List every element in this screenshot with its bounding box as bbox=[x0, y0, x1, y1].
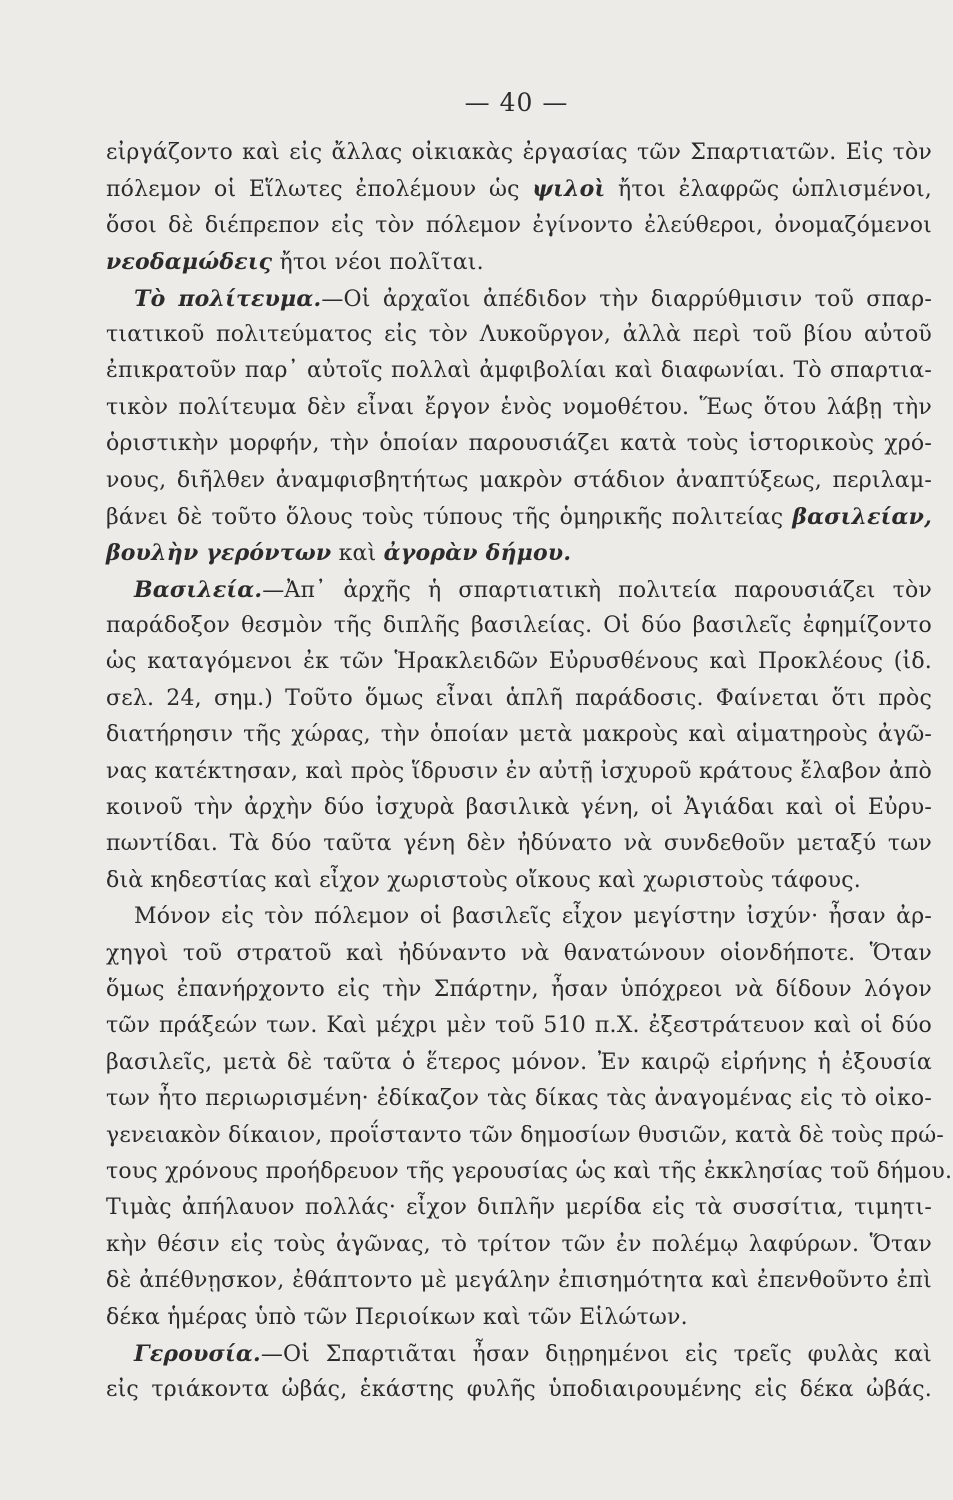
text-line bbox=[106, 1154, 953, 1190]
text-line bbox=[106, 1190, 932, 1226]
text-line bbox=[106, 681, 932, 717]
text-line bbox=[106, 863, 932, 899]
text-line bbox=[106, 1081, 932, 1117]
text-run: ὅσοι δὲ διέπρεπον εἰς τὸν πόλεμον ἐγίνοντο ἐλεύθεροι, ὀνομαζόμενοι bbox=[106, 212, 932, 238]
text-run: νας κατέκτησαν, καὶ πρὸς ἵδρυσιν ἐν αὐτῇ ἰσχυροῦ κράτους ἔλαβον ἀπὸ bbox=[106, 758, 932, 784]
text-line bbox=[106, 936, 932, 972]
text-run: δέκα ἡμέρας ὑπὸ τῶν Περιοίκων καὶ τῶν Εἱλώτων. bbox=[106, 1304, 688, 1330]
text-run: βάνει δὲ τοῦτο ὅλους τοὺς τύπους τῆς ὁμηρικῆς πολιτείας bbox=[106, 504, 793, 530]
text-line bbox=[106, 281, 932, 317]
text-run: τους χρόνους προήδρευον τῆς γερουσίας ὡς καὶ τῆς ἐκκλησίας τοῦ δήμου. bbox=[106, 1158, 953, 1184]
text-line bbox=[106, 390, 932, 426]
text-line bbox=[106, 535, 932, 571]
text-run: —Οἱ Σπαρτιᾶται ἦσαν διῃρημένοι εἰς τρεῖς φυλὰς καὶ bbox=[260, 1341, 932, 1367]
body-text bbox=[106, 135, 953, 1409]
emphasized-term: βασιλείαν, bbox=[792, 503, 932, 530]
text-line bbox=[106, 754, 932, 790]
text-line bbox=[106, 826, 932, 862]
text-run: χηγοὶ τοῦ στρατοῦ καὶ ἠδύναντο νὰ θανατώνουν οἱονδήποτε. Ὅταν bbox=[106, 940, 932, 966]
text-run: τιατικοῦ πολιτεύματος εἰς τὸν Λυκοῦργον, ἀλλὰ περὶ τοῦ βίου αὐτοῦ bbox=[106, 321, 932, 347]
text-line bbox=[106, 1336, 932, 1372]
text-run: ὅμως ἐπανήρχοντο εἰς τὴν Σπάρτην, ἦσαν ὑπόχρεοι νὰ δίδουν λόγον bbox=[106, 976, 932, 1002]
text-run: εἰς τριάκοντα ὠβάς, ἑκάστης φυλῆς ὑποδιαιρουμένης εἰς δέκα ὠβάς. bbox=[106, 1377, 932, 1403]
text-run: νους, διῆλθεν ἀναμφισβητήτως μακρὸν στάδιον ἀναπτύξεως, περιλαμ- bbox=[106, 467, 932, 493]
text-run: τικὸν πολίτευμα δὲν εἶναι ἔργον ἑνὸς νομοθέτου. Ἕως ὅτου λάβῃ τὴν bbox=[106, 394, 932, 420]
text-run: τῶν πράξεών των. Καὶ μέχρι μὲν τοῦ 510 π.Χ. ἐξεστράτευον καὶ οἱ δύο bbox=[106, 1013, 932, 1039]
text-line bbox=[106, 899, 932, 935]
text-line bbox=[106, 499, 932, 535]
text-line bbox=[106, 608, 932, 644]
text-line bbox=[106, 1045, 932, 1081]
text-line bbox=[106, 790, 932, 826]
text-line bbox=[106, 1263, 932, 1299]
emphasized-term: Τὸ πολίτευμα. bbox=[134, 285, 322, 312]
text-line bbox=[106, 171, 932, 207]
text-line bbox=[106, 463, 932, 499]
text-line bbox=[106, 1118, 945, 1154]
text-run: εἰργάζοντο καὶ εἰς ἄλλας οἰκιακὰς ἐργασίας τῶν Σπαρτιατῶν. Εἰς τὸν bbox=[106, 140, 932, 165]
text-run: —Ἀπ᾽ ἀρχῆς ἡ σπαρτιατικὴ πολιτεία παρουσιάζει τὸν bbox=[262, 577, 932, 603]
text-run: ὡς καταγόμενοι ἐκ τῶν Ἡρακλειδῶν Εὐρυσθένους καὶ Προκλέους (ἰδ. bbox=[106, 649, 932, 675]
text-run: γενειακὸν δίκαιον, προΐσταντο τῶν δημοσίων θυσιῶν, κατὰ δὲ τοὺς πρώ- bbox=[106, 1122, 945, 1148]
text-run: ἤτοι νέοι πολῖται. bbox=[272, 250, 484, 276]
text-run: πωντίδαι. Τὰ δύο ταῦτα γένη δὲν ἠδύνατο νὰ συνδεθοῦν μεταξύ των bbox=[106, 831, 932, 857]
text-line bbox=[106, 1227, 932, 1263]
text-run: δὲ ἀπέθνῃσκον, ἐθάπτοντο μὲ μεγάλην ἐπισημότητα καὶ ἐπενθοῦντο ἐπὶ bbox=[106, 1268, 932, 1294]
text-line bbox=[106, 208, 932, 244]
emphasized-term: Βασιλεία. bbox=[134, 576, 263, 603]
text-line bbox=[106, 1008, 932, 1044]
text-line bbox=[106, 717, 932, 753]
emphasized-term: ἀγορὰν δήμου. bbox=[383, 540, 572, 567]
emphasized-term: ψιλοὶ bbox=[532, 176, 606, 203]
emphasized-term: νεοδαμώδεις bbox=[106, 249, 273, 276]
text-run: διατήρησιν τῆς χώρας, τὴν ὁποίαν μετὰ μακροὺς καὶ αἱματηροὺς ἀγῶ- bbox=[106, 722, 932, 748]
text-line bbox=[106, 1372, 932, 1408]
text-line bbox=[106, 426, 932, 462]
emphasized-term: βουλὴν γερόντων bbox=[106, 540, 332, 567]
text-line bbox=[106, 572, 932, 608]
text-run: βασιλεῖς, μετὰ δὲ ταῦτα ὁ ἕτερος μόνον. Ἐν καιρῷ εἰρήνης ἡ ἐξουσία bbox=[106, 1049, 932, 1075]
text-line bbox=[106, 135, 932, 171]
text-line bbox=[106, 1300, 932, 1336]
text-run: κοινοῦ τὴν ἀρχὴν δύο ἰσχυρὰ βασιλικὰ γένη, οἱ Ἀγιάδαι καὶ οἱ Εὐρυ- bbox=[106, 795, 932, 821]
text-line bbox=[106, 317, 932, 353]
text-run: —Οἱ ἀρχαῖοι ἀπέδιδον τὴν διαρρύθμισιν τοῦ σπαρ- bbox=[321, 286, 932, 312]
text-run: Τιμὰς ἀπήλαυον πολλάς· εἶχον διπλῆν μερίδα εἰς τὰ συσσίτια, τιμητι- bbox=[106, 1195, 932, 1221]
text-run: ἤτοι ἐλαφρῶς ὡπλισμένοι, bbox=[605, 177, 932, 203]
text-run: διὰ κηδεστίας καὶ εἶχον χωριστοὺς οἴκους καὶ χωριστοὺς τάφους. bbox=[106, 867, 861, 893]
text-line bbox=[106, 972, 932, 1008]
text-run: σελ. 24, σημ.) Τοῦτο ὅμως εἶναι ἁπλῆ παράδοσις. Φαίνεται ὅτι πρὸς bbox=[106, 685, 932, 711]
emphasized-term: Γερουσία. bbox=[134, 1340, 261, 1367]
text-run: Μόνον εἰς τὸν πόλεμον οἱ βασιλεῖς εἶχον μεγίστην ἰσχύν· ἦσαν ἀρ- bbox=[134, 904, 932, 930]
text-line bbox=[106, 644, 932, 680]
page-number: — 40 — bbox=[464, 88, 569, 117]
text-run: των ἦτο περιωρισμένη· ἐδίκαζον τὰς δίκας τὰς ἀναγομένας εἰς τὸ οἰκο- bbox=[106, 1086, 932, 1112]
text-run: παράδοξον θεσμὸν τῆς διπλῆς βασιλείας. Οἱ δύο βασιλεῖς ἐφημίζοντο bbox=[106, 613, 932, 639]
text-run: καὶ bbox=[331, 541, 384, 567]
text-line bbox=[106, 353, 932, 389]
text-line bbox=[106, 244, 932, 280]
text-run: ἐπικρατοῦν παρ᾽ αὐτοῖς πολλαὶ ἀμφιβολίαι καὶ διαφωνίαι. Τὸ σπαρτια- bbox=[106, 358, 932, 384]
text-run: κὴν θέσιν εἰς τοὺς ἀγῶνας, τὸ τρίτον τῶν ἐν πολέμῳ λαφύρων. Ὅταν bbox=[106, 1231, 932, 1257]
text-run: πόλεμον οἱ Εἵλωτες ἐπολέμουν ὡς bbox=[106, 177, 533, 203]
text-run: ὁριστικὴν μορφήν, τὴν ὁποίαν παρουσιάζει κατὰ τοὺς ἱστορικοὺς χρό- bbox=[106, 431, 932, 457]
